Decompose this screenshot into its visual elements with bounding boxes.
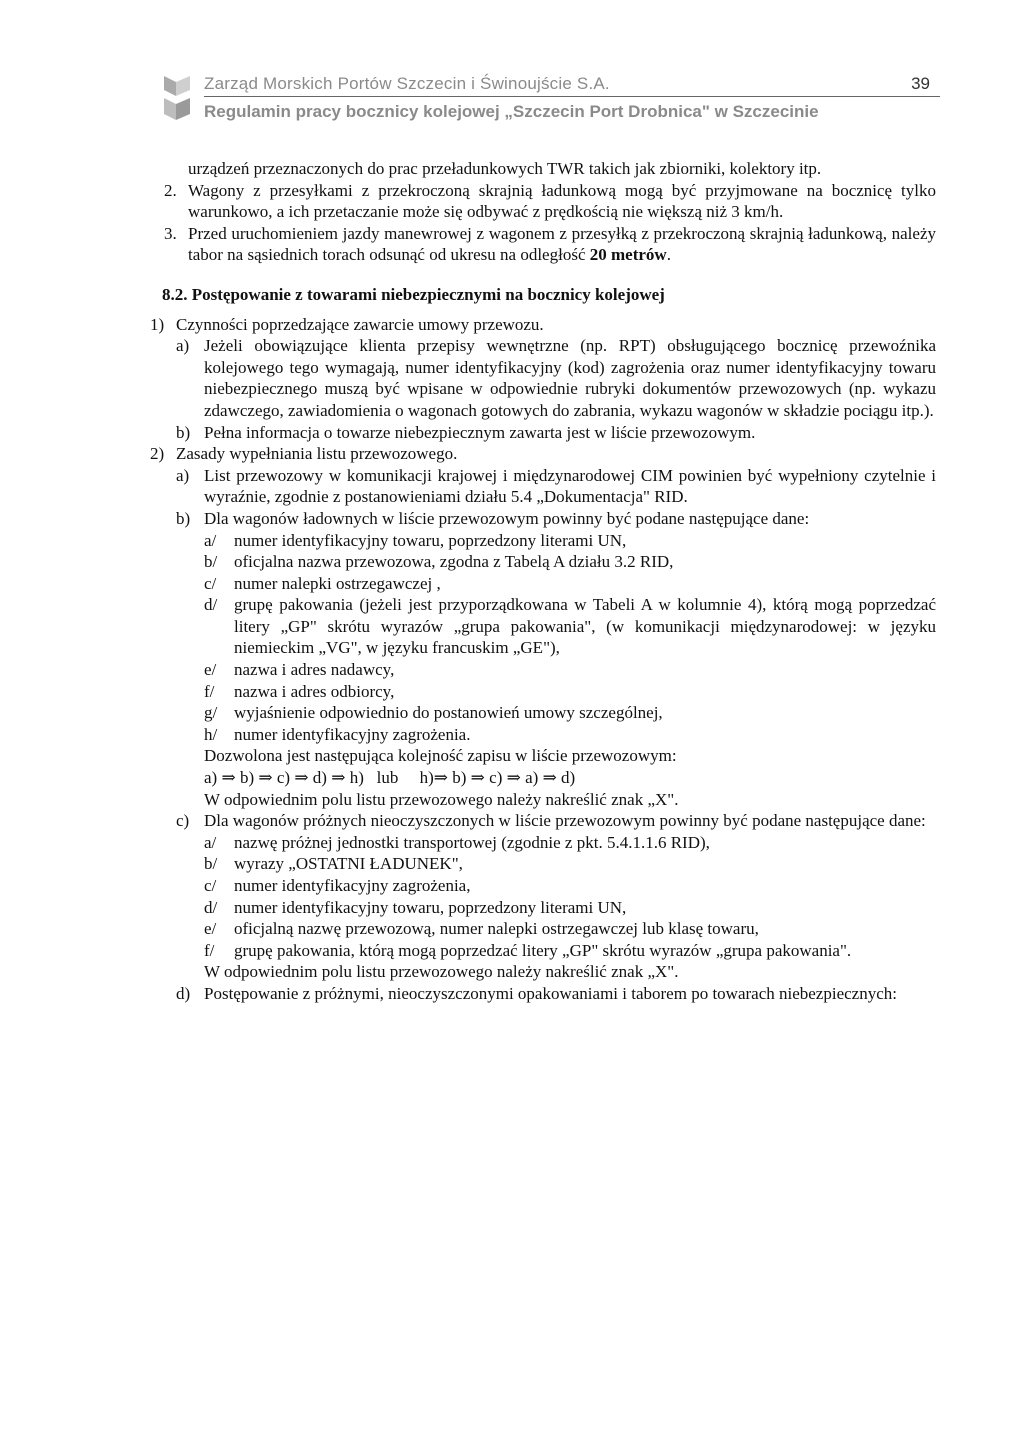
subpoint-label: d): [176, 983, 191, 1003]
header-divider: [204, 96, 940, 97]
list-item-text: grupę pakowania (jeżeli jest przyporządkowana w Tabeli A w kolumnie 4), którą mogą poprzedzać litery „GP" skrótu wyrazów „grupa pakowania", (w komunikacji międzynarodowej: w języku niemieckim „VG", w języku francuskim „GE"),: [234, 595, 936, 658]
list-item: [204, 940, 936, 962]
list-item-text: wyrazy „OSTATNI ŁADUNEK",: [234, 854, 463, 874]
company-name: Zarząd Morskich Portów Szczecin i Świnoujście S.A.: [204, 74, 610, 93]
list-item-label: f/: [204, 681, 215, 701]
list-item-text: wyjaśnienie odpowiednio do postanowień umowy szczególnej,: [234, 703, 663, 723]
subpoint-label: b): [176, 508, 191, 528]
list-item-label: a/: [204, 530, 217, 550]
list-item-label: b/: [204, 854, 218, 874]
point-text: Czynności poprzedzające zawarcie umowy przewozu.: [176, 314, 544, 334]
subpoint-label: a): [176, 465, 190, 485]
page-header: [160, 70, 940, 126]
list-item: [204, 832, 936, 854]
document-title: Regulamin pracy bocznicy kolejowej „Szczecin Port Drobnica" w Szczecinie: [204, 102, 819, 121]
list-item-label: h/: [204, 724, 218, 744]
subpoint-2c: [176, 810, 936, 983]
list-item-label: e/: [204, 919, 217, 939]
item-3: [164, 223, 936, 266]
list-item-text: numer nalepki ostrzegawczej ,: [234, 573, 441, 593]
paragraph-continuation: urządzeń przeznaczonych do prac przeładunkowych TWR takich jak zbiorniki, kolektory itp.: [188, 159, 822, 178]
order-intro: Dozwolona jest następująca kolejność zapisu w liście przewozowym:: [204, 746, 677, 766]
list-item-text: nazwa i adres nadawcy,: [234, 660, 395, 680]
item-text: Wagony z przesyłkami z przekroczoną skrajnią ładunkową mogą być przyjmowane na bocznicę tylko warunkowo, a ich przetaczanie może się odbywać z prędkością nie większą niż 3 km/h.: [188, 180, 936, 222]
list-item-label: c/: [204, 573, 217, 593]
subpoint-1b: [176, 422, 936, 444]
item-text: Przed uruchomieniem jazdy manewrowej z wagonem z przesyłką z przekroczoną skrajnią ładunkową, należy tabor na sąsiednich torach odsunąć od ukresu na odległość: [188, 223, 936, 265]
list-item-label: g/: [204, 703, 218, 723]
list-item: [204, 530, 936, 552]
item-number: 2.: [164, 180, 177, 200]
subpoint-2d: [176, 983, 936, 1005]
document-body: [150, 158, 936, 1005]
list-item-text: oficjalną nazwę przewozową, numer nalepki ostrzegawczej lub klasę towaru,: [234, 919, 759, 939]
list-item: [204, 918, 936, 940]
mark-note: W odpowiednim polu listu przewozowego należy nakreślić znak „X".: [204, 789, 679, 809]
list-item: [204, 897, 936, 919]
item-tail: .: [666, 245, 671, 265]
list-item-label: d/: [204, 897, 218, 917]
subpoint-label: b): [176, 422, 191, 442]
list-item: [204, 573, 936, 595]
order-sequence: a) ⇒ b) ⇒ c) ⇒ d) ⇒ h) lub h)⇒ b) ⇒ c) ⇒ a) ⇒ d): [204, 768, 576, 788]
subpoint-label: c): [176, 811, 190, 831]
list-item-text: nazwę próżnej jednostki transportowej (zgodnie z pkt. 5.4.1.1.6 RID),: [234, 832, 710, 852]
mark-note: W odpowiednim polu listu przewozowego należy nakreślić znak „X".: [204, 962, 679, 982]
list-item: [204, 724, 936, 746]
item-bold-text: 20 metrów: [589, 245, 667, 265]
list-item-label: f/: [204, 940, 215, 960]
subpoint-label: a): [176, 336, 190, 356]
company-logo-icon: [160, 74, 202, 126]
list-item: [204, 594, 936, 659]
list-item-label: d/: [204, 595, 218, 615]
list-item-text: grupę pakowania, którą mogą poprzedzać litery „GP" skrótu wyrazów „grupa pakowania".: [234, 940, 852, 960]
point-2: [150, 443, 936, 1004]
subpoint-text: Dla wagonów próżnych nieoczyszczonych w liście przewozowym powinny być podane następujące dane:: [204, 811, 926, 831]
list-item-label: a/: [204, 832, 217, 852]
list-item-label: b/: [204, 552, 218, 572]
list-item-text: nazwa i adres odbiorcy,: [234, 681, 395, 701]
list-item: [204, 853, 936, 875]
list-item: [204, 702, 936, 724]
point-label: 1): [150, 314, 165, 334]
list-item: [204, 659, 936, 681]
page-number: 39: [911, 74, 930, 93]
list-item-text: numer identyfikacyjny towaru, poprzedzony literami UN,: [234, 897, 627, 917]
list-item-text: numer identyfikacyjny towaru, poprzedzony literami UN,: [234, 530, 627, 550]
subpoint-2a: [176, 465, 936, 508]
list-item: [204, 875, 936, 897]
subpoint-1a: [176, 335, 936, 421]
list-item-label: e/: [204, 660, 217, 680]
point-1: [150, 314, 936, 444]
subpoint-text: Dla wagonów ładownych w liście przewozowym powinny być podane następujące dane:: [204, 508, 810, 528]
section-title: 8.2. Postępowanie z towarami niebezpiecznymi na bocznicy kolejowej: [162, 284, 665, 304]
list-item: [204, 681, 936, 703]
subpoint-text: Pełna informacja o towarze niebezpiecznym zawarta jest w liście przewozowym.: [204, 422, 756, 442]
point-label: 2): [150, 444, 165, 464]
item-number: 3.: [164, 223, 177, 243]
list-item-label: c/: [204, 876, 217, 895]
list-item-text: oficjalna nazwa przewozowa, zgodna z Tabelą A działu 3.2 RID,: [234, 552, 674, 572]
subpoint-text: Jeżeli obowiązujące klienta przepisy wewnętrzne (np. RPT) obsługującego bocznicę przewoźnika kolejowego tego wymagają, numer identyfikacyjny (kod) zagrożenia oraz numer identyfikacyjny towaru niebezpiecznego muszą być wpisane w odpowiednie rubryki dokumentów przewozowych (np. wykazu zdawczego, zawiadomienia o wagonach gotowych do zabrania, wykazu wagonów w składzie pociągu itp.).: [204, 336, 936, 420]
item-2: [164, 180, 936, 223]
subpoint-text: Postępowanie z próżnymi, nieoczyszczonymi opakowaniami i taborem po towarach niebezpiecznych:: [204, 983, 897, 1003]
list-item-text: numer identyfikacyjny zagrożenia.: [234, 724, 471, 744]
list-item-text: numer identyfikacyjny zagrożenia,: [234, 876, 471, 895]
point-text: Zasady wypełniania listu przewozowego.: [176, 444, 458, 464]
list-item: [204, 551, 936, 573]
subpoint-text: List przewozowy w komunikacji krajowej i międzynarodowej CIM powinien być wypełniony czytelnie i wyraźnie, zgodnie z postanowieniami działu 5.4 „Dokumentacja" RID.: [204, 465, 936, 507]
subpoint-2b: [176, 508, 936, 810]
